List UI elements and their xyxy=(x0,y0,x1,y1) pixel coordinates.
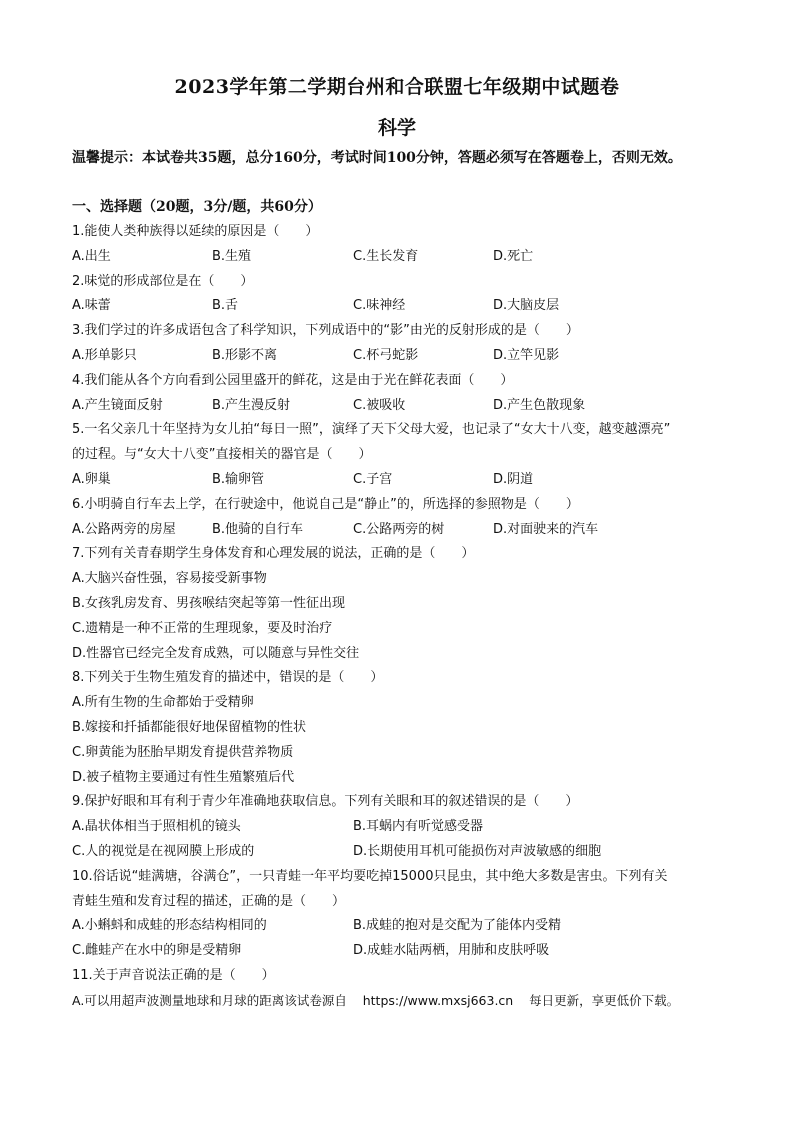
question-stem: 6.小明骑自行车去上学，在行驶途中，他说自己是“静止”的，所选择的参照物是（ ） xyxy=(72,496,579,512)
option-row xyxy=(72,939,732,964)
option: B.成蛙的抱对是交配为了能体内受精 xyxy=(353,918,562,934)
question-stem: 1.能使人类种族得以延续的原因是（ ） xyxy=(72,224,319,239)
option: D.成蛙水陆两栖，用肺和皮肤呼吸 xyxy=(353,943,550,959)
option: A.大脑兴奋性强，容易接受新事物 xyxy=(72,571,267,587)
subject-title: 科学 xyxy=(377,117,416,139)
option-row xyxy=(72,468,732,493)
option-row xyxy=(72,840,732,865)
source-url[interactable]: https://www.mxsj663.cn xyxy=(362,992,514,1008)
option: C.子宫 xyxy=(353,471,393,487)
option: D.阴道 xyxy=(493,471,534,487)
question-stem: 11.关于声音说法正确的是（ ） xyxy=(72,967,275,983)
option: C.人的视觉是在视网膜上形成的 xyxy=(72,843,255,859)
option-row xyxy=(72,245,732,270)
option: C.味神经 xyxy=(353,298,406,314)
question-stem: 8.下列关于生物生殖发育的描述中，错误的是（ ） xyxy=(72,670,384,686)
question-stem: 7.下列有关青春期学生身体发育和心理发展的说法，正确的是（ ） xyxy=(72,546,475,562)
option-with-footer xyxy=(72,989,732,1014)
question-stem: 3.我们学过的许多成语包含了科学知识，下列成语中的“影”由光的反射形成的是（ ） xyxy=(72,323,579,339)
option: A.产生镜面反射 xyxy=(72,397,163,413)
option: A.小蝌蚪和成蛙的形态结构相同的 xyxy=(72,918,267,934)
question-list xyxy=(72,220,732,1014)
option: B.耳蜗内有听觉感受器 xyxy=(353,819,484,835)
option: D.性器官已经完全发育成熟，可以随意与异性交往 xyxy=(72,645,360,661)
option: A.公路两旁的房屋 xyxy=(72,521,176,537)
option: C.卵黄能为胚胎早期发育提供营养物质 xyxy=(72,744,294,760)
notice-text: 温馨提示：本试卷共35题，总分160分，考试时间100分钟，答题必须写在答题卷上，否则无效。 xyxy=(72,150,682,166)
option: C.遗精是一种不正常的生理现象，要及时治疗 xyxy=(72,620,333,636)
option: D.死亡 xyxy=(493,248,534,264)
option: B.他骑的自行车 xyxy=(212,521,304,537)
question-stem-cont: 青蛙生殖和发育过程的描述，正确的是（ ） xyxy=(72,893,346,909)
question-stem: 10.俗话说“蛙满塘，谷满仓”，一只青蛙一年平均要吃掉15000只昆虫，其中绝大多数是害虫。下列有关 xyxy=(72,868,668,884)
option: C.杯弓蛇影 xyxy=(353,347,419,363)
option: B.生殖 xyxy=(212,248,252,264)
option: A.可以用超声波测量地球和月球的距离 xyxy=(72,992,285,1008)
option: B.形影不离 xyxy=(212,347,278,363)
option: A.卵巢 xyxy=(72,471,111,487)
option: A.出生 xyxy=(72,248,111,264)
option: A.味蕾 xyxy=(72,298,111,314)
option: B.舌 xyxy=(212,298,239,314)
option: A.形单影只 xyxy=(72,347,137,363)
option: D.立竿见影 xyxy=(493,347,560,363)
option-row xyxy=(72,394,732,419)
option: D.大脑皮层 xyxy=(493,298,560,314)
option: C.雌蛙产在水中的卵是受精卵 xyxy=(72,943,242,959)
option: B.嫁接和扦插都能很好地保留植物的性状 xyxy=(72,719,307,735)
section-heading: 一、选择题（20题，3分/题，共60分） xyxy=(72,199,322,215)
option-row xyxy=(72,914,732,939)
option: D.对面驶来的汽车 xyxy=(493,521,599,537)
option: B.女孩乳房发育、男孩喉结突起等第一性征出现 xyxy=(72,595,346,611)
option: A.所有生物的生命都始于受精卵 xyxy=(72,695,254,711)
option-row xyxy=(72,815,732,840)
option-row xyxy=(72,294,732,319)
question-stem: 9.保护好眼和耳有利于青少年准确地获取信息。下列有关眼和耳的叙述错误的是（ ） xyxy=(72,794,579,810)
option-row xyxy=(72,518,732,543)
option: C.公路两旁的树 xyxy=(353,521,445,537)
page-title: 2023学年第二学期台州和合联盟七年级期中试题卷 xyxy=(174,76,620,98)
question-stem-cont: 的过程。与“女大十八变”直接相关的器官是（ ） xyxy=(72,447,372,463)
option: A.晶状体相当于照相机的镜头 xyxy=(72,819,241,835)
footer-slogan: 每日更新，享更低价下载。 xyxy=(529,992,680,1008)
option: C.被吸收 xyxy=(353,397,406,413)
question-stem: 4.我们能从各个方向看到公园里盛开的鲜花，这是由于光在鲜花表面（ ） xyxy=(72,372,514,388)
option: C.生长发育 xyxy=(353,248,419,264)
question-stem: 5.一名父亲几十年坚持为女儿拍“每日一照”，演绎了天下父母大爱，也记录了“女大十八变，越变越漂亮” xyxy=(72,422,671,438)
question-stem: 2.味觉的形成部位是在（ ） xyxy=(72,273,254,289)
option: D.被子植物主要通过有性生殖繁殖后代 xyxy=(72,769,295,785)
option: D.长期使用耳机可能损伤对声波敏感的细胞 xyxy=(353,843,602,859)
source-note: 该试卷源自 xyxy=(284,992,347,1008)
option-row xyxy=(72,344,732,369)
option: B.输卵管 xyxy=(212,471,265,487)
option: D.产生色散现象 xyxy=(493,397,586,413)
option: B.产生漫反射 xyxy=(212,397,291,413)
